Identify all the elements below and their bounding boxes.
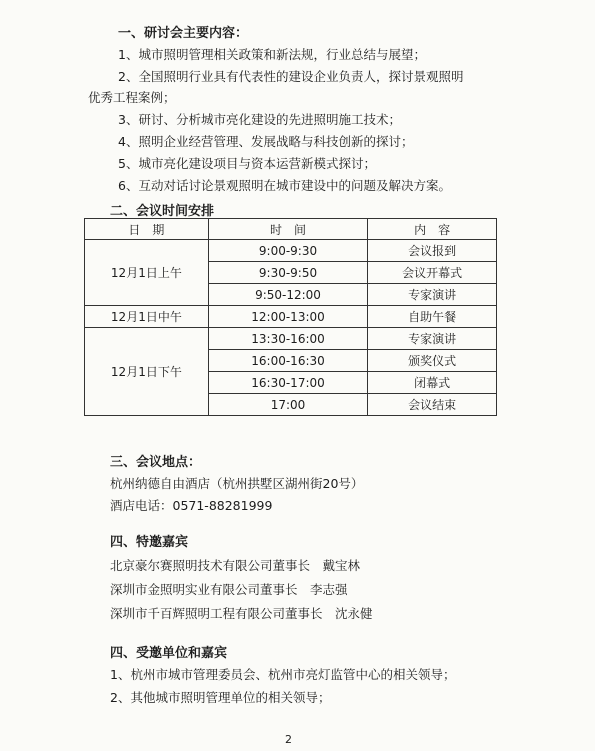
- date-cell: 12月1日上午: [85, 240, 209, 306]
- content-cell: 会议报到: [368, 240, 497, 262]
- time-cell: 16:30-17:00: [208, 372, 368, 394]
- section2-heading: 二、会议时间安排: [110, 204, 215, 219]
- content-cell: 会议结束: [368, 394, 497, 416]
- schedule-table: [84, 218, 497, 416]
- guest-1: 北京豪尔赛照明技术有限公司董事长 戴宝林: [110, 558, 361, 573]
- time-cell: 9:30-9:50: [208, 262, 368, 284]
- section1-item-4: 4、照明企业经营管理、发展战略与科技创新的探讨；: [118, 134, 414, 149]
- guest-3: 深圳市千百辉照明工程有限公司董事长 沈永健: [110, 606, 373, 621]
- content-cell: 专家演讲: [368, 328, 497, 350]
- content-cell: 颁奖仪式: [368, 350, 497, 372]
- table-row: [85, 306, 497, 328]
- time-cell: 12:00-13:00: [208, 306, 368, 328]
- time-cell: 17:00: [208, 394, 368, 416]
- header-date: 日 期: [85, 219, 209, 240]
- time-cell: 13:30-16:00: [208, 328, 368, 350]
- section1-item-2-cont: 优秀工程案例；: [88, 90, 176, 105]
- section1-item-1: 1、城市照明管理相关政策和新法规，行业总结与展望；: [118, 47, 426, 62]
- section1-item-3: 3、研讨、分析城市亮化建设的先进照明施工技术；: [118, 112, 401, 127]
- page-number: 2: [285, 733, 292, 746]
- content-cell: 会议开幕式: [368, 262, 497, 284]
- hotel-phone: 酒店电话：0571-88281999: [110, 498, 273, 513]
- section1-item-2: 2、全国照明行业具有代表性的建设企业负责人，探讨景观照明: [118, 69, 464, 84]
- section5-heading: 四、受邀单位和嘉宾: [110, 646, 228, 661]
- header-time: 时 间: [208, 219, 368, 240]
- time-cell: 16:00-16:30: [208, 350, 368, 372]
- invitee-1: 1、杭州市城市管理委员会、杭州市亮灯监管中心的相关领导；: [110, 667, 456, 682]
- section1-item-5: 5、城市亮化建设项目与资本运营新模式探讨；: [118, 156, 376, 171]
- section1-heading: 一、研讨会主要内容：: [118, 26, 249, 41]
- header-content: 内 容: [368, 219, 497, 240]
- table-row: [85, 328, 497, 350]
- date-cell: 12月1日下午: [85, 328, 209, 416]
- time-cell: 9:50-12:00: [208, 284, 368, 306]
- content-cell: 闭幕式: [368, 372, 497, 394]
- table-header-row: [85, 219, 497, 240]
- section1-item-6: 6、互动对话讨论景观照明在城市建设中的问题及解决方案。: [118, 178, 451, 193]
- venue-address: 杭州纳德自由酒店（杭州拱墅区湖州街20号）: [110, 476, 364, 491]
- content-cell: 自助午餐: [368, 306, 497, 328]
- content-cell: 专家演讲: [368, 284, 497, 306]
- time-cell: 9:00-9:30: [208, 240, 368, 262]
- date-cell: 12月1日中午: [85, 306, 209, 328]
- invitee-2: 2、其他城市照明管理单位的相关领导；: [110, 690, 331, 705]
- table-row: [85, 240, 497, 262]
- section4-heading: 四、特邀嘉宾: [110, 535, 189, 550]
- guest-2: 深圳市金照明实业有限公司董事长 李志强: [110, 582, 348, 597]
- section3-heading: 三、会议地点：: [110, 455, 202, 470]
